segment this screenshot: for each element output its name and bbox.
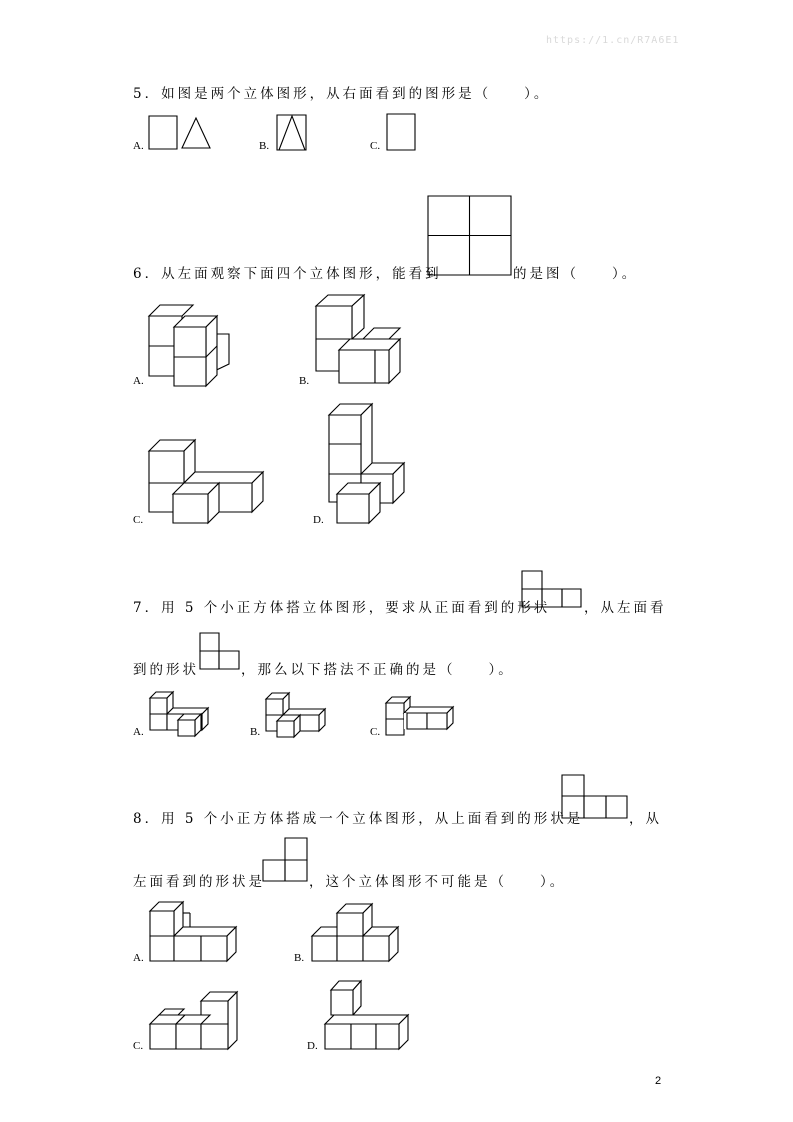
- page-number: 2: [655, 1075, 662, 1087]
- q6-option-a-label: A.: [133, 375, 144, 387]
- q8-option-a-label: A.: [133, 952, 144, 964]
- question-8-line1-after: ，从: [629, 811, 662, 827]
- question-8-line2-after: ，这个立体图形不可能是（ ）。: [309, 874, 567, 890]
- q8-option-b-label: B.: [294, 952, 305, 964]
- question-8-line1-before: 8．用 5 个小正方体搭成一个立体图形，从上面看到的形状是: [133, 811, 584, 827]
- q5-option-b-label: B.: [259, 140, 270, 152]
- question-7-line2-after: ，那么以下搭法不正确的是（ ）。: [241, 662, 515, 678]
- q6-option-c-label: C.: [133, 514, 144, 526]
- q7-option-b-label: B.: [250, 726, 261, 738]
- question-7-line1-after: ，从左面看: [584, 600, 667, 616]
- q5-option-c-label: C.: [370, 140, 381, 152]
- question-7-line1-before: 7．用 5 个小正方体搭立体图形，要求从正面看到的形状: [133, 600, 551, 616]
- q7-option-c-label: C.: [370, 726, 381, 738]
- question-5-text: 5．如图是两个立体图形，从右面看到的图形是（ ）。: [133, 86, 551, 102]
- q8-option-d-label: D.: [307, 1040, 318, 1052]
- watermark-url: https://1.cn/R7A6E1: [546, 35, 680, 46]
- q6-option-d-label: D.: [313, 514, 324, 526]
- question-6-text-before: 6．从左面观察下面四个立体图形，能看到: [133, 266, 442, 282]
- question-6-text-after: 的是图（ ）。: [513, 266, 639, 282]
- q8-option-c-label: C.: [133, 1040, 144, 1052]
- q7-option-a-label: A.: [133, 726, 144, 738]
- question-7-line2-before: 到的形状: [133, 662, 199, 678]
- q6-option-b-label: B.: [299, 375, 310, 387]
- question-8-line2-before: 左面看到的形状是: [133, 874, 265, 890]
- q5-option-a-label: A.: [133, 140, 144, 152]
